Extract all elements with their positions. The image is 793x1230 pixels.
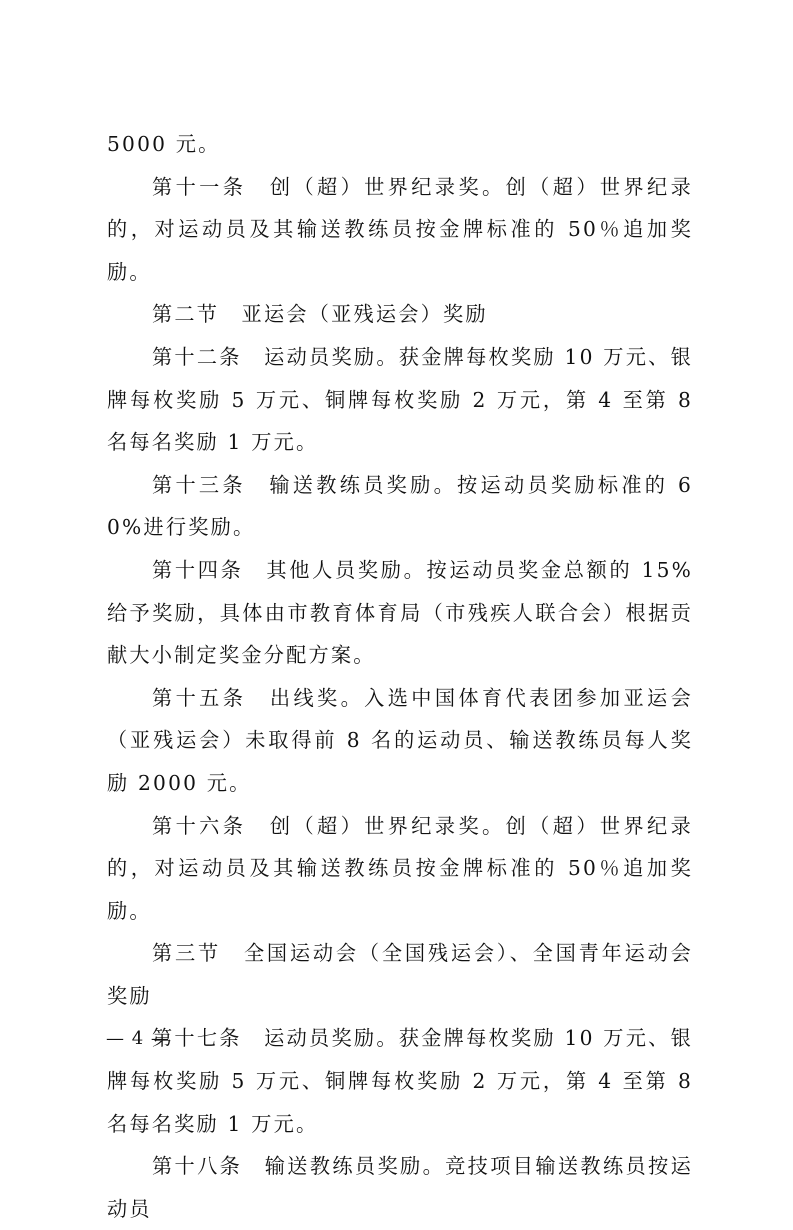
article-13: 第十三条 输送教练员奖励。按运动员奖励标准的 60%进行奖励。 [107,472,693,540]
article-18: 第十八条 输送教练员奖励。竞技项目输送教练员按运动员 [107,1154,693,1221]
article-17: 第十七条 运动员奖励。获金牌每枚奖励 10 万元、银牌每枚奖励 5 万元、铜牌每枚奖励 2 万元，第 4 至第 8 名每名奖励 1 万元。 [107,1026,693,1136]
document-body [107,123,693,1230]
page-number: — 4 — [106,1028,170,1049]
article-15: 第十五条 出线奖。入选中国体育代表团参加亚运会（亚残运会）未取得前 8 名的运动员、输送教练员每人奖励 2000 元。 [107,685,693,795]
article-16: 第十六条 创（超）世界纪录奖。创（超）世界纪录的，对运动员及其输送教练员按金牌标准的 50％追加奖励。 [107,813,693,923]
article-12: 第十二条 运动员奖励。获金牌每枚奖励 10 万元、银牌每枚奖励 5 万元、铜牌每枚奖励 2 万元，第 4 至第 8 名每名奖励 1 万元。 [107,344,693,455]
section-3-heading: 第三节 全国运动会（全国残运会）、全国青年运动会奖励 [107,941,693,1008]
section-2-heading: 第二节 亚运会（亚残运会）奖励 [152,302,488,327]
paragraph-continuation: 5000 元。 [107,132,221,156]
article-11: 第十一条 创（超）世界纪录奖。创（超）世界纪录的，对运动员及其输送教练员按金牌标准的 50％追加奖励。 [107,174,693,284]
article-14: 第十四条 其他人员奖励。按运动员奖金总额的 15%给予奖励，具体由市教育体育局（市残疾人联合会）根据贡献大小制定奖金分配方案。 [107,557,693,668]
